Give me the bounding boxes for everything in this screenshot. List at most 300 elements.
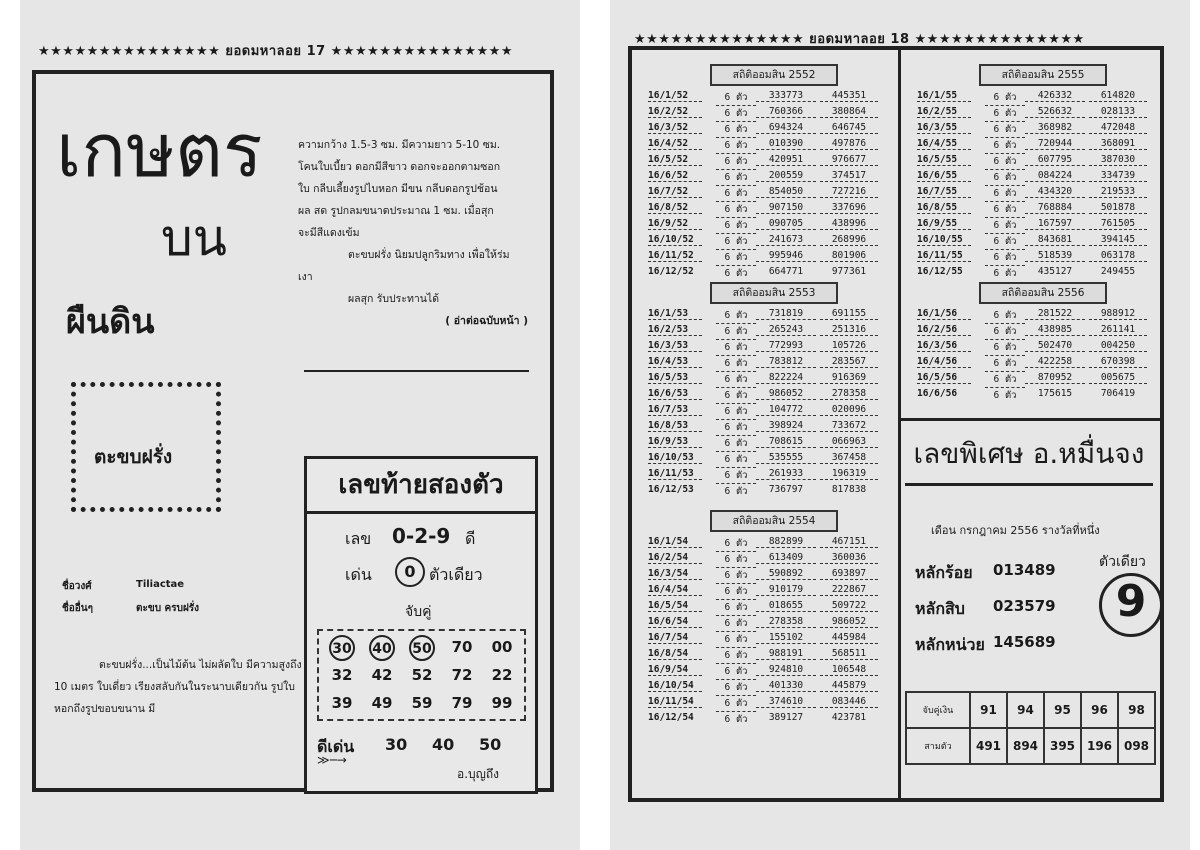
stats-section-title: สถิติออมสิน 2552 (710, 64, 838, 86)
six-digit-label: 6 ตัว (716, 664, 756, 680)
second-number: 374517 (820, 170, 878, 182)
stats-row (648, 632, 880, 648)
single-label: เด่น (345, 565, 372, 584)
draw-date: 16/9/53 (648, 436, 702, 448)
six-digit-label: 6 ตัว (716, 122, 756, 138)
article-frame (32, 70, 554, 792)
pair-number: 52 (411, 666, 433, 684)
six-digit-label: 6 ตัว (716, 616, 756, 632)
draw-date: 16/1/53 (648, 308, 702, 320)
article-para: เงา (298, 271, 313, 283)
six-digit-label: 6 ตัว (716, 372, 756, 388)
single-value: 9 (1099, 573, 1163, 637)
second-number: 445879 (820, 680, 878, 692)
pair-cell: 95 (1044, 692, 1081, 728)
pair-number: 22 (491, 666, 513, 684)
draw-date: 16/10/55 (917, 234, 971, 246)
triple-cell: 894 (1007, 728, 1044, 764)
draw-date: 16/11/54 (648, 696, 702, 708)
draw-date: 16/8/52 (648, 202, 702, 214)
second-number: 004250 (1089, 340, 1147, 352)
second-number: 986052 (820, 616, 878, 628)
six-digit-label: 6 ตัว (985, 340, 1025, 356)
stats-row (648, 356, 880, 372)
first-number: 104772 (756, 404, 816, 416)
stats-row (917, 154, 1149, 170)
draw-date: 16/5/56 (917, 372, 971, 384)
second-number: 219533 (1089, 186, 1147, 198)
first-number: 278358 (756, 616, 816, 628)
six-digit-label: 6 ตัว (985, 186, 1025, 202)
six-digit-label: 6 ตัว (716, 250, 756, 266)
tens-label: หลักสิบ (915, 599, 965, 618)
six-digit-label: 6 ตัว (716, 584, 756, 600)
draw-date: 16/7/54 (648, 632, 702, 644)
draw-date: 16/3/54 (648, 568, 702, 580)
second-number: 251316 (820, 324, 878, 336)
second-number: 394145 (1089, 234, 1147, 246)
first-number: 590892 (756, 568, 816, 580)
num-label: เลข (345, 529, 372, 548)
pair-number: 72 (451, 666, 473, 684)
second-number: 761505 (1089, 218, 1147, 230)
second-number: 066963 (820, 436, 878, 448)
left-page (20, 0, 580, 850)
pairs-grid (317, 629, 526, 721)
six-digit-label: 6 ตัว (716, 186, 756, 202)
second-number: 278358 (820, 388, 878, 400)
stats-section-title: สถิติออมสิน 2554 (710, 510, 838, 532)
divider (304, 370, 529, 372)
second-number: 105726 (820, 340, 878, 352)
first-number: 526632 (1025, 106, 1085, 118)
first-number: 995946 (756, 250, 816, 262)
draw-date: 16/3/55 (917, 122, 971, 134)
six-digit-label: 6 ตัว (716, 632, 756, 648)
stats-row (648, 484, 880, 500)
stats-row (917, 388, 1149, 404)
draw-date: 16/7/53 (648, 404, 702, 416)
stats-row (648, 170, 880, 186)
stats-row (648, 372, 880, 388)
second-number: 334739 (1089, 170, 1147, 182)
six-digit-label: 6 ตัว (985, 356, 1025, 372)
second-number: 733672 (820, 420, 878, 432)
six-digit-label: 6 ตัว (985, 90, 1025, 106)
article-line: จะมีสีแดงเข้ม (298, 227, 360, 239)
stats-row (917, 218, 1149, 234)
draw-date: 16/2/54 (648, 552, 702, 564)
title-line-1: เกษตร (56, 108, 263, 194)
draw-date: 16/1/54 (648, 536, 702, 548)
six-digit-label: 6 ตัว (716, 170, 756, 186)
stats-row (648, 186, 880, 202)
tens-value: 023579 (993, 597, 1056, 615)
six-digit-label: 6 ตัว (985, 324, 1025, 340)
first-number: 090705 (756, 218, 816, 230)
draw-date: 16/12/53 (648, 484, 694, 495)
stats-row (648, 568, 880, 584)
author: อ.บุญถึง (457, 767, 499, 781)
second-number: 387030 (1089, 154, 1147, 166)
stats-row (917, 266, 1149, 282)
second-number: 646745 (820, 122, 878, 134)
units-label: หลักหน่วย (915, 635, 985, 654)
arrow-icon: ≫─→ (317, 753, 347, 767)
best-number: 50 (479, 735, 502, 754)
second-number: 976677 (820, 154, 878, 166)
first-number: 736797 (768, 484, 804, 495)
draw-date: 16/10/52 (648, 234, 702, 246)
units-value: 145689 (993, 633, 1056, 651)
stats-row (648, 266, 880, 282)
first-number: 010390 (756, 138, 816, 150)
triple-cell: 098 (1118, 728, 1155, 764)
six-digit-label: 6 ตัว (724, 268, 748, 279)
six-digit-label: 6 ตัว (985, 170, 1025, 186)
stats-row (917, 90, 1149, 106)
first-number: 907150 (756, 202, 816, 214)
first-number: 613409 (756, 552, 816, 564)
second-number: 438996 (820, 218, 878, 230)
first-number: 910179 (756, 584, 816, 596)
six-digit-label: 6 ตัว (985, 372, 1025, 388)
page-header: ★★★★★★★★★★★★★★ ยอดมหาลอย 18 ★★★★★★★★★★★★★★ (634, 32, 1085, 47)
first-number: 265243 (756, 324, 816, 336)
hundreds-value: 013489 (993, 561, 1056, 579)
first-number: 155102 (756, 632, 816, 644)
second-number: 509722 (820, 600, 878, 612)
draw-date: 16/12/54 (648, 712, 694, 723)
six-digit-label: 6 ตัว (985, 122, 1025, 138)
second-number: 367458 (820, 452, 878, 464)
second-number: 706419 (1100, 388, 1136, 399)
draw-date: 16/3/56 (917, 340, 971, 352)
first-number: 175615 (1037, 388, 1073, 399)
six-digit-label: 6 ตัว (985, 106, 1025, 122)
first-number: 389127 (768, 712, 804, 723)
first-number: 607795 (1025, 154, 1085, 166)
article-para: ผลสุก รับประทานได้ (348, 293, 440, 305)
second-number: 670398 (1089, 356, 1147, 368)
stats-row (648, 680, 880, 696)
first-number: 261933 (756, 468, 816, 480)
pair-number: 99 (491, 694, 513, 712)
stats-row (648, 712, 880, 728)
stats-frame (628, 46, 1164, 802)
single-suffix: ตัวเดียว (429, 565, 483, 584)
second-number: 368091 (1089, 138, 1147, 150)
draw-date: 16/6/54 (648, 616, 702, 628)
first-number: 502470 (1025, 340, 1085, 352)
stats-row (917, 324, 1149, 340)
second-number: 005675 (1089, 372, 1147, 384)
draw-date: 16/8/55 (917, 202, 971, 214)
stats-row (917, 106, 1149, 122)
second-number: 249455 (1100, 266, 1136, 277)
article-para: ตะขบฝรั่ง นิยมปลูกริมทาง เพื่อให้ร่ม (348, 249, 510, 261)
special-panel (901, 421, 1160, 798)
six-digit-label: 6 ตัว (716, 404, 756, 420)
second-number: 801906 (820, 250, 878, 262)
second-number: 614820 (1089, 90, 1147, 102)
second-number: 727216 (820, 186, 878, 198)
six-digit-label: 6 ตัว (985, 218, 1025, 234)
six-digit-label: 6 ตัว (716, 324, 756, 340)
stats-row (648, 202, 880, 218)
stats-row (648, 452, 880, 468)
draw-date: 16/4/55 (917, 138, 971, 150)
article-line: ความกว้าง 1.5-3 ซม. มีความยาว 5-10 ซม. (298, 139, 501, 151)
stats-section-title: สถิติออมสิน 2553 (710, 282, 838, 304)
stats-row (917, 250, 1149, 266)
stats-row (648, 388, 880, 404)
first-number: 988191 (756, 648, 816, 660)
num-suffix: ดี (465, 529, 476, 548)
first-number: 401330 (756, 680, 816, 692)
pair-number: 79 (451, 694, 473, 712)
draw-date: 16/1/52 (648, 90, 702, 102)
first-number: 434320 (1025, 186, 1085, 198)
draw-date: 16/3/52 (648, 122, 702, 134)
first-number: 843681 (1025, 234, 1085, 246)
draw-date: 16/4/54 (648, 584, 702, 596)
stats-row (917, 138, 1149, 154)
draw-date: 16/2/53 (648, 324, 702, 336)
stats-row (648, 218, 880, 234)
stats-row (917, 308, 1149, 324)
stats-row (648, 234, 880, 250)
draw-date: 16/4/52 (648, 138, 702, 150)
draw-date: 16/5/55 (917, 154, 971, 166)
first-number: 426332 (1025, 90, 1085, 102)
second-number: 693897 (820, 568, 878, 580)
second-number: 028133 (1089, 106, 1147, 118)
second-number: 268996 (820, 234, 878, 246)
draw-date: 16/4/56 (917, 356, 971, 368)
first-number: 708615 (756, 436, 816, 448)
draw-date: 16/3/53 (648, 340, 702, 352)
first-number: 535555 (756, 452, 816, 464)
six-digit-label: 6 ตัว (716, 452, 756, 468)
first-number: 438985 (1025, 324, 1085, 336)
six-digit-label: 6 ตัว (993, 268, 1017, 279)
stats-row (648, 340, 880, 356)
article-line: โคนใบเบี้ยว ดอกมีสีขาว ดอกจะออกตามซอก (298, 161, 501, 173)
plant-name-box (71, 382, 221, 512)
article-line: ผล สด รูปกลมขนาดประมาณ 1 ซม. เมื่อสุก (298, 205, 494, 217)
triple-label: สามตัว (906, 728, 970, 764)
second-number: 337696 (820, 202, 878, 214)
first-number: 374610 (756, 696, 816, 708)
hundreds-label: หลักร้อย (915, 563, 973, 582)
stats-row (648, 616, 880, 632)
first-number: 281522 (1025, 308, 1085, 320)
stats-column-left (632, 50, 901, 798)
stats-row (648, 420, 880, 436)
first-number: 435127 (1037, 266, 1073, 277)
draw-date: 16/11/53 (648, 468, 702, 480)
pair-number: 59 (411, 694, 433, 712)
first-number: 398924 (756, 420, 816, 432)
draw-date: 16/10/53 (648, 452, 702, 464)
pair-cell: 91 (970, 692, 1007, 728)
two-digit-title: เลขท้ายสองตัว (307, 459, 535, 514)
first-number: 167597 (1025, 218, 1085, 230)
six-digit-label: 6 ตัว (716, 420, 756, 436)
second-number: 020096 (820, 404, 878, 416)
first-number: 200559 (756, 170, 816, 182)
second-number: 445351 (820, 90, 878, 102)
six-digit-label: 6 ตัว (716, 90, 756, 106)
pair-number: 00 (491, 638, 513, 656)
six-digit-label: 6 ตัว (716, 388, 756, 404)
stats-row (648, 584, 880, 600)
six-digit-label: 6 ตัว (716, 106, 756, 122)
six-digit-label: 6 ตัว (716, 568, 756, 584)
stats-row (648, 536, 880, 552)
stats-row (917, 372, 1149, 388)
draw-date: 16/1/55 (917, 90, 971, 102)
six-digit-label: 6 ตัว (716, 552, 756, 568)
pair-number: 50 (409, 635, 435, 661)
second-number: 916369 (820, 372, 878, 384)
draw-date: 16/6/56 (917, 388, 958, 399)
six-digit-label: 6 ตัว (716, 138, 756, 154)
first-number: 760366 (756, 106, 816, 118)
first-number: 518539 (1025, 250, 1085, 262)
first-number: 084224 (1025, 170, 1085, 182)
pair-cell: 94 (1007, 692, 1044, 728)
first-number: 720944 (1025, 138, 1085, 150)
pair-number: 39 (331, 694, 353, 712)
body-text: ตะขบฝรั่ง...เป็นไม้ต้น ไม่ผลัดใบ มีความสูงถึง 10 เมตร ใบเดี่ยว เรียงสลับกันในระนาบเดียวกัน รูปใบหอกถึงรูปขอบขนาน มี (54, 659, 302, 715)
two-digit-box (304, 456, 538, 794)
second-number: 568511 (820, 648, 878, 660)
single-label: ตัวเดียว (1099, 554, 1146, 570)
draw-date: 16/6/52 (648, 170, 702, 182)
draw-date: 16/11/52 (648, 250, 702, 262)
stats-row (648, 600, 880, 616)
draw-date: 16/2/56 (917, 324, 971, 336)
info-value: ตะขบ ครบฝรั่ง (136, 603, 200, 614)
six-digit-label: 6 ตัว (985, 202, 1025, 218)
six-digit-label: 6 ตัว (993, 390, 1017, 401)
stats-row (648, 404, 880, 420)
page-header: ★★★★★★★★★★★★★★★ ยอดมหาลอย 17 ★★★★★★★★★★★★★★★ (38, 44, 513, 59)
pair-cell: 96 (1081, 692, 1118, 728)
draw-date: 16/2/55 (917, 106, 971, 118)
six-digit-label: 6 ตัว (716, 340, 756, 356)
stats-row (648, 664, 880, 680)
stats-row (917, 202, 1149, 218)
draw-date: 16/12/55 (917, 266, 963, 277)
six-digit-label: 6 ตัว (724, 486, 748, 497)
first-number: 333773 (756, 90, 816, 102)
six-digit-label: 6 ตัว (985, 250, 1025, 266)
six-digit-label: 6 ตัว (716, 356, 756, 372)
first-number: 772993 (756, 340, 816, 352)
stats-row (648, 250, 880, 266)
stats-section-title: สถิติออมสิน 2556 (979, 282, 1107, 304)
second-number: 283567 (820, 356, 878, 368)
draw-date: 16/5/53 (648, 372, 702, 384)
second-number: 467151 (820, 536, 878, 548)
six-digit-label: 6 ตัว (985, 308, 1025, 324)
second-number: 691155 (820, 308, 878, 320)
pair-number: 30 (329, 635, 355, 661)
six-digit-label: 6 ตัว (716, 202, 756, 218)
stats-row (648, 324, 880, 340)
first-number: 822224 (756, 372, 816, 384)
continued-note: ( อ่าต่อฉบับหน้า ) (445, 315, 528, 327)
six-digit-label: 6 ตัว (716, 536, 756, 552)
first-number: 368982 (1025, 122, 1085, 134)
draw-date: 16/1/56 (917, 308, 971, 320)
plant-name: ตะขบฝรั่ง (94, 446, 173, 468)
article-line: ใบ กลีบเลี้ยงรูปไบหอก มีขน กลีบดอกรูปช้อน (298, 183, 498, 195)
stats-row (648, 154, 880, 170)
six-digit-label: 6 ตัว (724, 714, 748, 725)
six-digit-label: 6 ตัว (985, 234, 1025, 250)
second-number: 817838 (831, 484, 867, 495)
right-page (610, 0, 1190, 850)
best-label: ดีเด่น (317, 737, 355, 756)
draw-date: 16/9/54 (648, 664, 702, 676)
pair-number: 70 (451, 638, 473, 656)
pair-number: 32 (331, 666, 353, 684)
stats-row (648, 648, 880, 664)
stats-row (648, 122, 880, 138)
pair-label: จับคู่เงิน (906, 692, 970, 728)
six-digit-label: 6 ตัว (716, 436, 756, 452)
first-number: 241673 (756, 234, 816, 246)
draw-date: 16/7/52 (648, 186, 702, 198)
second-number: 360036 (820, 552, 878, 564)
draw-date: 16/11/55 (917, 250, 971, 262)
best-number: 40 (432, 735, 455, 754)
draw-date: 16/8/53 (648, 420, 702, 432)
title-line-3: ผืนดิน (66, 302, 155, 342)
draw-date: 16/7/55 (917, 186, 971, 198)
second-number: 083446 (820, 696, 878, 708)
draw-date: 16/2/52 (648, 106, 702, 118)
best-number: 30 (385, 735, 408, 754)
six-digit-label: 6 ตัว (716, 680, 756, 696)
first-number: 694324 (756, 122, 816, 134)
second-number: 472048 (1089, 122, 1147, 134)
pair-cell: 98 (1118, 692, 1155, 728)
first-number: 870952 (1025, 372, 1085, 384)
first-number: 422258 (1025, 356, 1085, 368)
second-number: 063178 (1089, 250, 1147, 262)
first-number: 986052 (756, 388, 816, 400)
draw-date: 16/12/52 (648, 266, 694, 277)
info-label: ชื่อวงศ์ (62, 581, 92, 592)
triple-cell: 491 (970, 728, 1007, 764)
triple-cell: 196 (1081, 728, 1118, 764)
six-digit-label: 6 ตัว (716, 154, 756, 170)
first-number: 882899 (756, 536, 816, 548)
six-digit-label: 6 ตัว (716, 696, 756, 712)
second-number: 497876 (820, 138, 878, 150)
draw-date: 16/4/53 (648, 356, 702, 368)
six-digit-label: 6 ตัว (985, 154, 1025, 170)
pairs-table (905, 691, 1156, 765)
six-digit-label: 6 ตัว (716, 218, 756, 234)
pair-number: 42 (371, 666, 393, 684)
six-digit-label: 6 ตัว (716, 468, 756, 484)
